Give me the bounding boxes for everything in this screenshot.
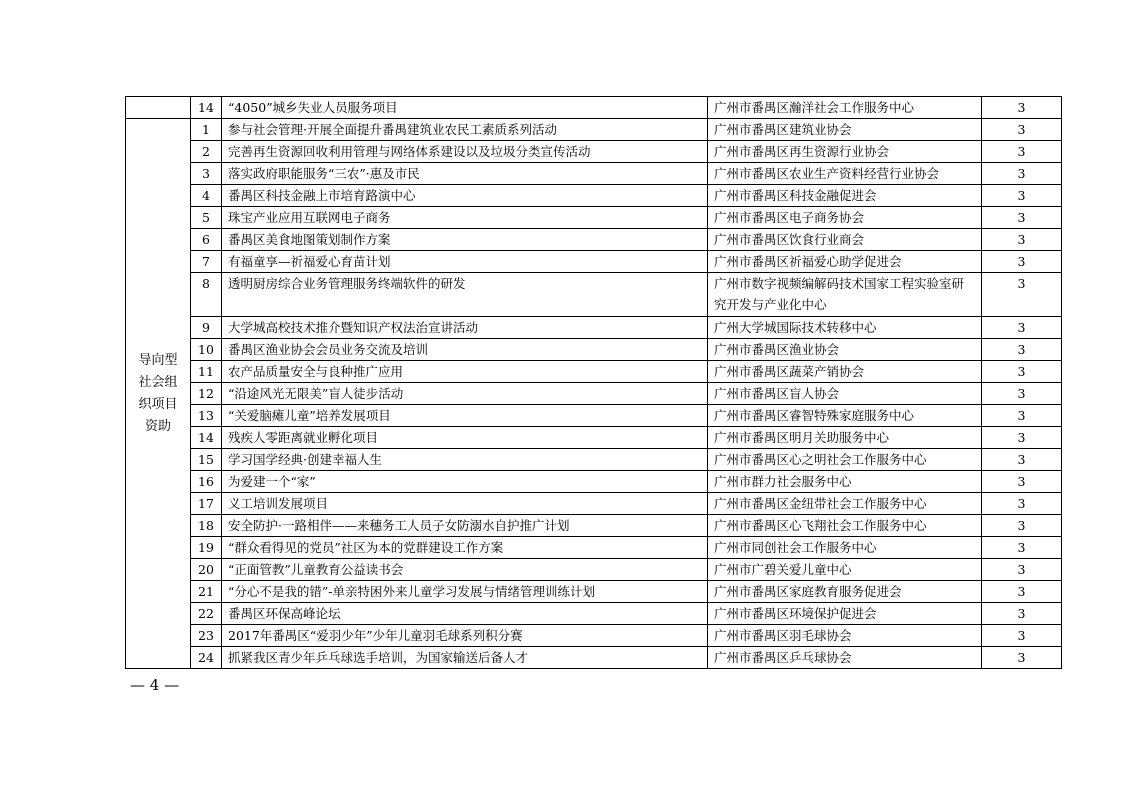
table-row [126,141,1062,163]
count-value: 3 [982,361,1062,383]
row-number: 24 [191,647,222,669]
organization-name: 广州市番禺区饮食行业商会 [708,229,982,251]
organization-name: 广州市番禺区电子商务协会 [708,207,982,229]
table-row [126,339,1062,361]
count-value: 3 [982,207,1062,229]
count-value: 3 [982,581,1062,603]
count-value: 3 [982,515,1062,537]
category-cell-empty [126,97,191,119]
organization-name: 广州市番禺区农业生产资料经营行业协会 [708,163,982,185]
row-number: 23 [191,625,222,647]
project-table [125,96,1062,669]
count-value: 3 [982,273,1062,317]
project-name: 番禺区科技金融上市培育路演中心 [222,185,708,207]
organization-name: 广州市番禺区金纽带社会工作服务中心 [708,493,982,515]
table-row [126,405,1062,427]
organization-name: 广州市番禺区睿智特殊家庭服务中心 [708,405,982,427]
project-name: 义工培训发展项目 [222,493,708,515]
count-value: 3 [982,163,1062,185]
project-name: 抓紧我区青少年乒乓球选手培训，为国家输送后备人才 [222,647,708,669]
row-number: 1 [191,119,222,141]
organization-name: 广州市番禺区心之明社会工作服务中心 [708,449,982,471]
count-value: 3 [982,603,1062,625]
table-row [126,97,1062,119]
project-name: 落实政府职能服务“三农”·惠及市民 [222,163,708,185]
count-value: 3 [982,493,1062,515]
row-number: 7 [191,251,222,273]
table-row [126,185,1062,207]
table-row [126,427,1062,449]
count-value: 3 [982,449,1062,471]
table-row [126,229,1062,251]
count-value: 3 [982,625,1062,647]
project-name: 有福童享—祈福爱心育苗计划 [222,251,708,273]
organization-name: 广州市番禺区祈福爱心助学促进会 [708,251,982,273]
count-value: 3 [982,559,1062,581]
count-value: 3 [982,537,1062,559]
organization-name: 广州市番禺区明月关助服务中心 [708,427,982,449]
project-name: “关爱脑瘫儿童”培养发展项目 [222,405,708,427]
table-body [126,97,1062,669]
category-cell: 导向型社会组织项目资助 [126,119,191,669]
project-name: 2017年番禺区“爱羽少年”少年儿童羽毛球系列积分赛 [222,625,708,647]
count-value: 3 [982,339,1062,361]
row-number: 19 [191,537,222,559]
organization-name: 广州市番禺区环境保护促进会 [708,603,982,625]
table-row [126,383,1062,405]
organization-name: 广州市番禺区科技金融促进会 [708,185,982,207]
row-number: 16 [191,471,222,493]
table-row [126,361,1062,383]
project-name: 安全防护·一路相伴——来穗务工人员子女防溺水自护推广计划 [222,515,708,537]
count-value: 3 [982,405,1062,427]
project-name: 番禺区美食地图策划制作方案 [222,229,708,251]
project-name: “分心不是我的错”-单亲特困外来儿童学习发展与情绪管理训练计划 [222,581,708,603]
count-value: 3 [982,317,1062,339]
organization-name: 广州市番禺区家庭教育服务促进会 [708,581,982,603]
count-value: 3 [982,427,1062,449]
project-name: 为爱建一个“家” [222,471,708,493]
organization-name: 广州大学城国际技术转移中心 [708,317,982,339]
table-row [126,119,1062,141]
row-number: 2 [191,141,222,163]
project-name: 学习国学经典·创建幸福人生 [222,449,708,471]
row-number: 9 [191,317,222,339]
table-row [126,449,1062,471]
count-value: 3 [982,383,1062,405]
row-number: 11 [191,361,222,383]
table-row [126,317,1062,339]
table-row [126,471,1062,493]
table-row [126,559,1062,581]
row-number: 8 [191,273,222,317]
project-name: 完善再生资源回收利用管理与网络体系建设以及垃圾分类宣传活动 [222,141,708,163]
row-number: 20 [191,559,222,581]
row-number: 10 [191,339,222,361]
row-number: 12 [191,383,222,405]
project-name: 农产品质量安全与良种推广应用 [222,361,708,383]
organization-name: 广州市群力社会服务中心 [708,471,982,493]
row-number: 22 [191,603,222,625]
page-number: — 4 — [130,676,180,694]
organization-name: 广州市番禺区建筑业协会 [708,119,982,141]
project-name: 大学城高校技术推介暨知识产权法治宣讲活动 [222,317,708,339]
row-number: 4 [191,185,222,207]
row-number: 18 [191,515,222,537]
project-name: 残疾人零距离就业孵化项目 [222,427,708,449]
table-row [126,207,1062,229]
row-number: 15 [191,449,222,471]
organization-name: 广州市番禺区蔬菜产销协会 [708,361,982,383]
row-number: 17 [191,493,222,515]
row-number: 21 [191,581,222,603]
table-row [126,493,1062,515]
table-row [126,515,1062,537]
organization-name: 广州市广碧关爱儿童中心 [708,559,982,581]
count-value: 3 [982,229,1062,251]
table-row [126,273,1062,317]
project-name: “沿途风光无限美”盲人徒步活动 [222,383,708,405]
row-number: 14 [191,427,222,449]
organization-name: 广州市番禺区瀚洋社会工作服务中心 [708,97,982,119]
project-name: 透明厨房综合业务管理服务终端软件的研发 [222,273,708,317]
count-value: 3 [982,185,1062,207]
project-name: “群众看得见的党员”社区为本的党群建设工作方案 [222,537,708,559]
table-row [126,537,1062,559]
organization-name: 广州市番禺区渔业协会 [708,339,982,361]
table-row [126,647,1062,669]
row-number: 3 [191,163,222,185]
project-name: 番禺区渔业协会会员业务交流及培训 [222,339,708,361]
organization-name: 广州市番禺区再生资源行业协会 [708,141,982,163]
table-row [126,581,1062,603]
project-name: “4050”城乡失业人员服务项目 [222,97,708,119]
organization-name: 广州市番禺区盲人协会 [708,383,982,405]
row-number: 6 [191,229,222,251]
count-value: 3 [982,251,1062,273]
organization-name: 广州市番禺区心飞翔社会工作服务中心 [708,515,982,537]
count-value: 3 [982,119,1062,141]
count-value: 3 [982,97,1062,119]
row-number: 13 [191,405,222,427]
row-number: 14 [191,97,222,119]
table-row [126,625,1062,647]
organization-name: 广州市番禺区羽毛球协会 [708,625,982,647]
organization-name: 广州市数字视频编解码技术国家工程实验室研究开发与产业化中心 [708,273,982,317]
row-number: 5 [191,207,222,229]
project-name: 参与社会管理·开展全面提升番禺建筑业农民工素质系列活动 [222,119,708,141]
table-row [126,603,1062,625]
table-row [126,251,1062,273]
count-value: 3 [982,471,1062,493]
organization-name: 广州市番禺区乒乓球协会 [708,647,982,669]
count-value: 3 [982,141,1062,163]
project-name: 番禺区环保高峰论坛 [222,603,708,625]
count-value: 3 [982,647,1062,669]
project-name: 珠宝产业应用互联网电子商务 [222,207,708,229]
organization-name: 广州市同创社会工作服务中心 [708,537,982,559]
table-row [126,163,1062,185]
project-name: “正面管教”儿童教育公益读书会 [222,559,708,581]
